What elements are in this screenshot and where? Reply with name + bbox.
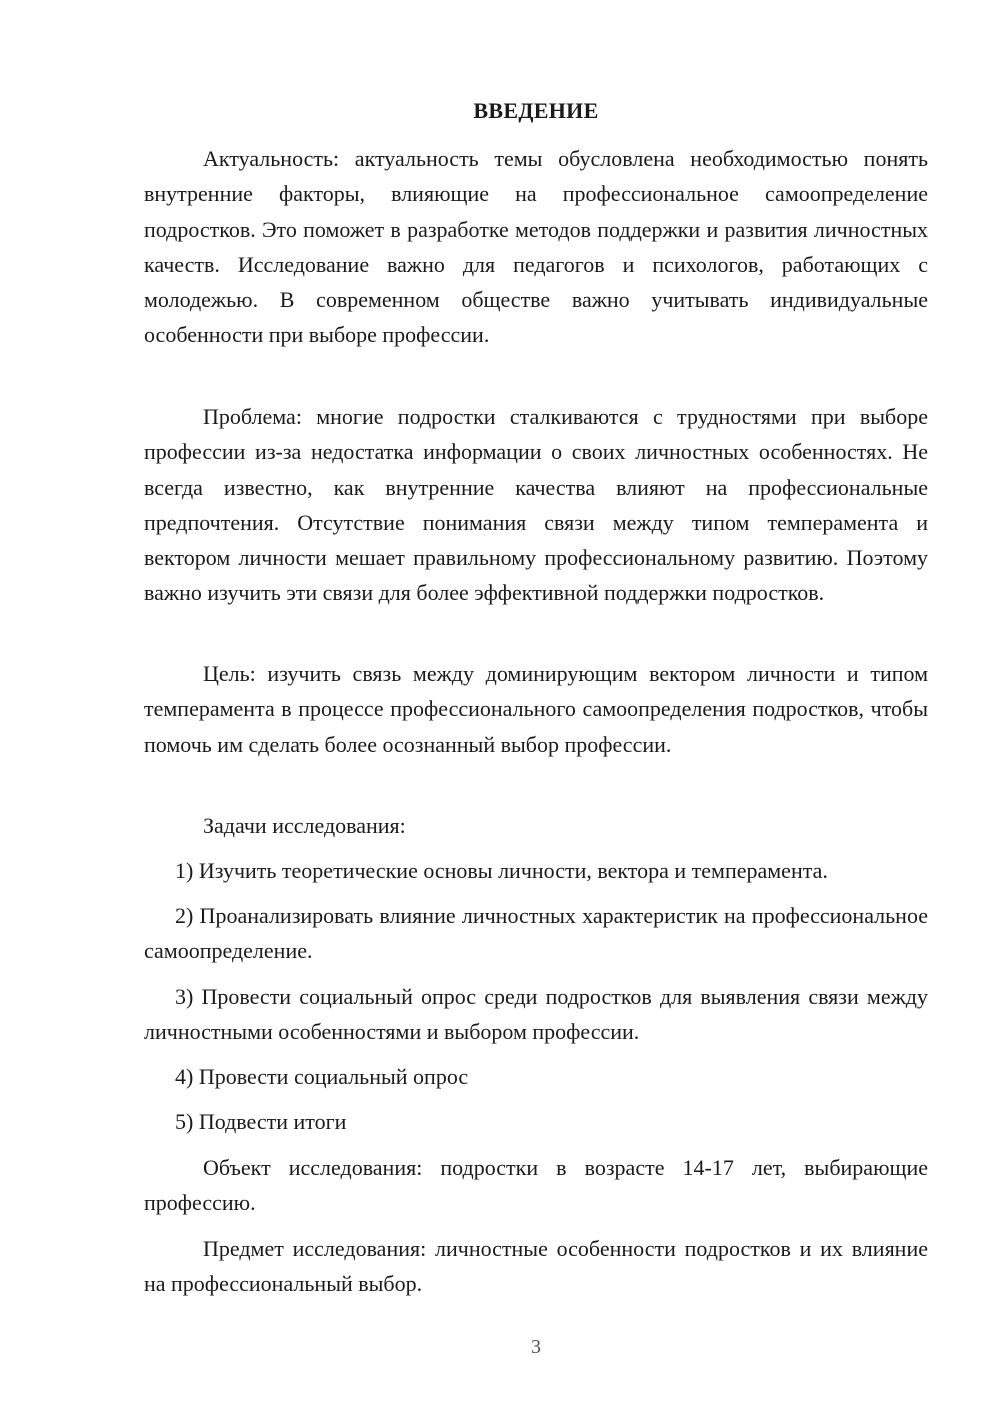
paragraph-problem: Проблема: многие подростки сталкиваются с трудностями при выборе профессии из-за недостатка информации о своих личностных особенностях. Не всегда известно, как внутренние качества влияют на профессиональные предпочтения. Отсутствие понимания связи между типом темперамента и вектором личности мешает правильному профессиональному развитию. Поэтому важно изучить эти связи для более эффективной поддержки подростков. — [144, 404, 928, 606]
task-item-5: 5) Подвести итоги — [175, 1109, 347, 1134]
paragraph-goal: Цель: изучить связь между доминирующим вектором личности и типом темперамента в процессе профессионального самоопределения подростков, чтобы помочь им сделать более осознанный выбор профессии. — [144, 661, 928, 757]
paragraph-subject: Предмет исследования: личностные особенности подростков и их влияние на профессиональный выбор. — [144, 1236, 928, 1297]
section-heading: ВВЕДЕНИЕ — [473, 98, 599, 123]
page-number: 3 — [531, 1336, 541, 1358]
paragraph-relevance: Актуальность: актуальность темы обусловлена необходимостью понять внутренние факторы, влияющие на профессиональное самоопределение подростков. Это поможет в разработке методов поддержки и развития личностных качеств. Исследование важно для педагогов и психологов, работающих с молодежью. В современном обществе важно учитывать индивидуальные особенности при выборе профессии. — [144, 146, 928, 348]
task-item-1: 1) Изучить теоретические основы личности, вектора и темперамента. — [175, 858, 828, 883]
task-item-4: 4) Провести социальный опрос — [175, 1064, 469, 1089]
task-item-3: 3) Провести социальный опрос среди подростков для выявления связи между личностными особенностями и выбором профессии. — [144, 984, 928, 1045]
tasks-title: Задачи исследования: — [203, 813, 406, 838]
paragraph-object: Объект исследования: подростки в возрасте 14-17 лет, выбирающие профессию. — [144, 1155, 928, 1216]
task-item-2: 2) Проанализировать влияние личностных характеристик на профессиональное самоопределение. — [144, 903, 928, 964]
